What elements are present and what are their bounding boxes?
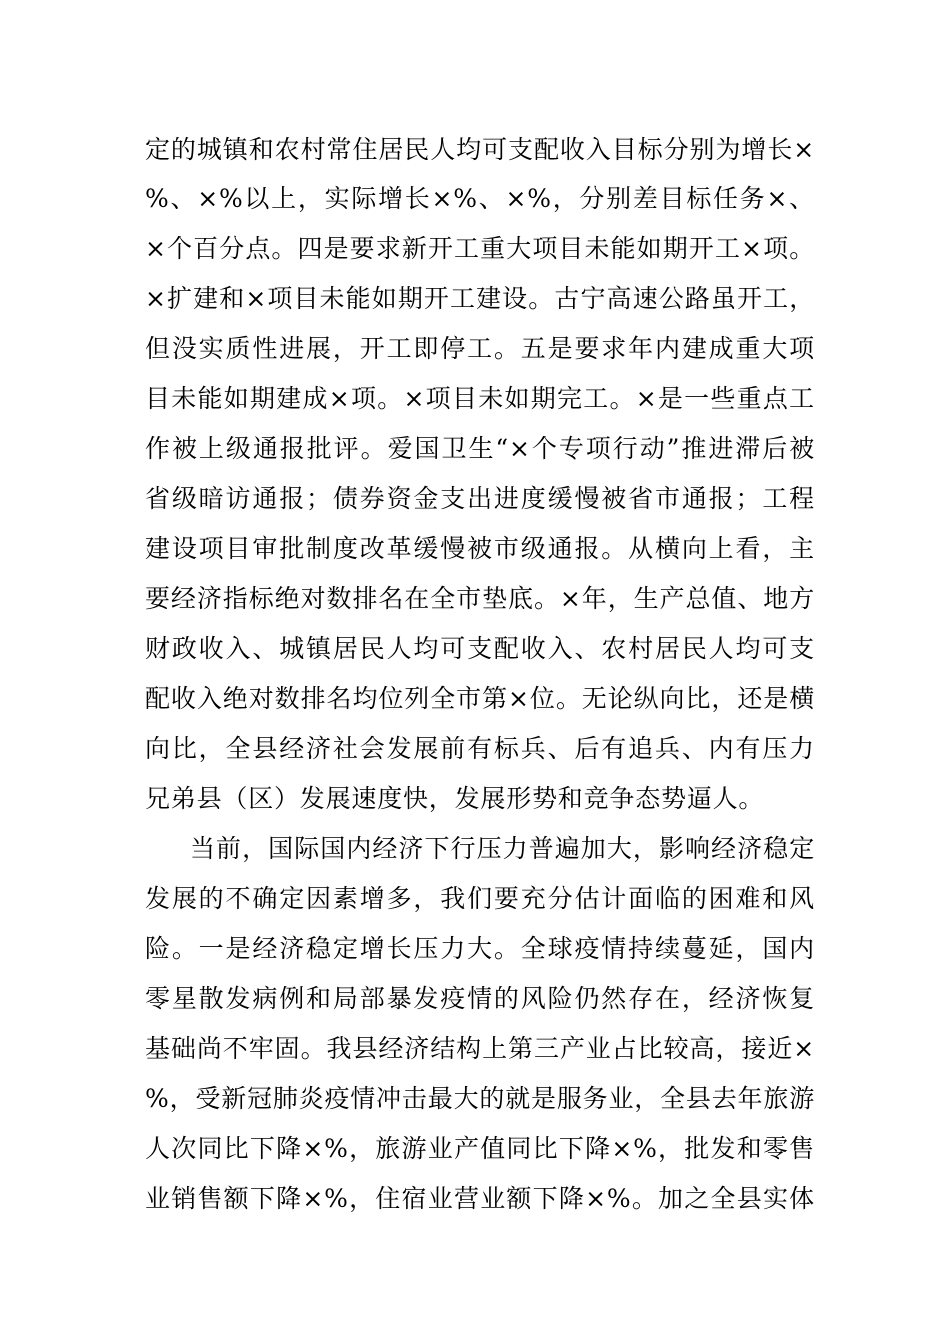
text-line: 零星散发病例和局部暴发疫情的风险仍然存在，经济恢复	[145, 984, 815, 1013]
text-line: 发展的不确定因素增多，我们要充分估计面临的困难和风	[145, 884, 815, 913]
text-line: 向比，全县经济社会发展前有标兵、后有追兵、内有压力	[145, 734, 815, 763]
text-line: 建设项目审批制度改革缓慢被市级通报。从横向上看，主	[145, 534, 815, 563]
text-line: 财政收入、城镇居民人均可支配收入、农村居民人均可支	[145, 634, 815, 663]
paragraph-first-line: 当前，国际国内经济下行压力普遍加大，影响经济稳定	[190, 834, 815, 863]
text-line: 人次同比下降×%，旅游业产值同比下降×%，批发和零售	[145, 1134, 815, 1163]
text-line: 定的城镇和农村常住居民人均可支配收入目标分别为增长×	[145, 135, 815, 164]
text-line: %，受新冠肺炎疫情冲击最大的就是服务业，全县去年旅游	[145, 1084, 815, 1113]
text-line: 兄弟县（区）发展速度快，发展形势和竞争态势逼人。	[145, 784, 765, 813]
text-line: ×扩建和×项目未能如期开工建设。古宁高速公路虽开工，	[145, 284, 815, 313]
text-line: 目未能如期建成×项。×项目未如期完工。×是一些重点工	[145, 384, 815, 413]
text-line: 险。一是经济稳定增长压力大。全球疫情持续蔓延，国内	[145, 934, 815, 963]
text-line: 业销售额下降×%，住宿业营业额下降×%。加之全县实体	[145, 1184, 815, 1213]
text-line: %、×%以上，实际增长×%、×%，分别差目标任务×、	[145, 184, 815, 213]
text-line: 配收入绝对数排名均位列全市第×位。无论纵向比，还是横	[145, 684, 815, 713]
text-line: ×个百分点。四是要求新开工重大项目未能如期开工×项。	[145, 234, 815, 263]
text-line: 省级暗访通报；债券资金支出进度缓慢被省市通报；工程	[145, 484, 815, 513]
text-line: 作被上级通报批评。爱国卫生“×个专项行动”推进滞后被	[145, 434, 815, 463]
text-line: 要经济指标绝对数排名在全市垫底。×年，生产总值、地方	[145, 584, 815, 613]
text-line: 基础尚不牢固。我县经济结构上第三产业占比较高，接近×	[145, 1034, 815, 1063]
text-line: 但没实质性进展，开工即停工。五是要求年内建成重大项	[145, 334, 815, 363]
